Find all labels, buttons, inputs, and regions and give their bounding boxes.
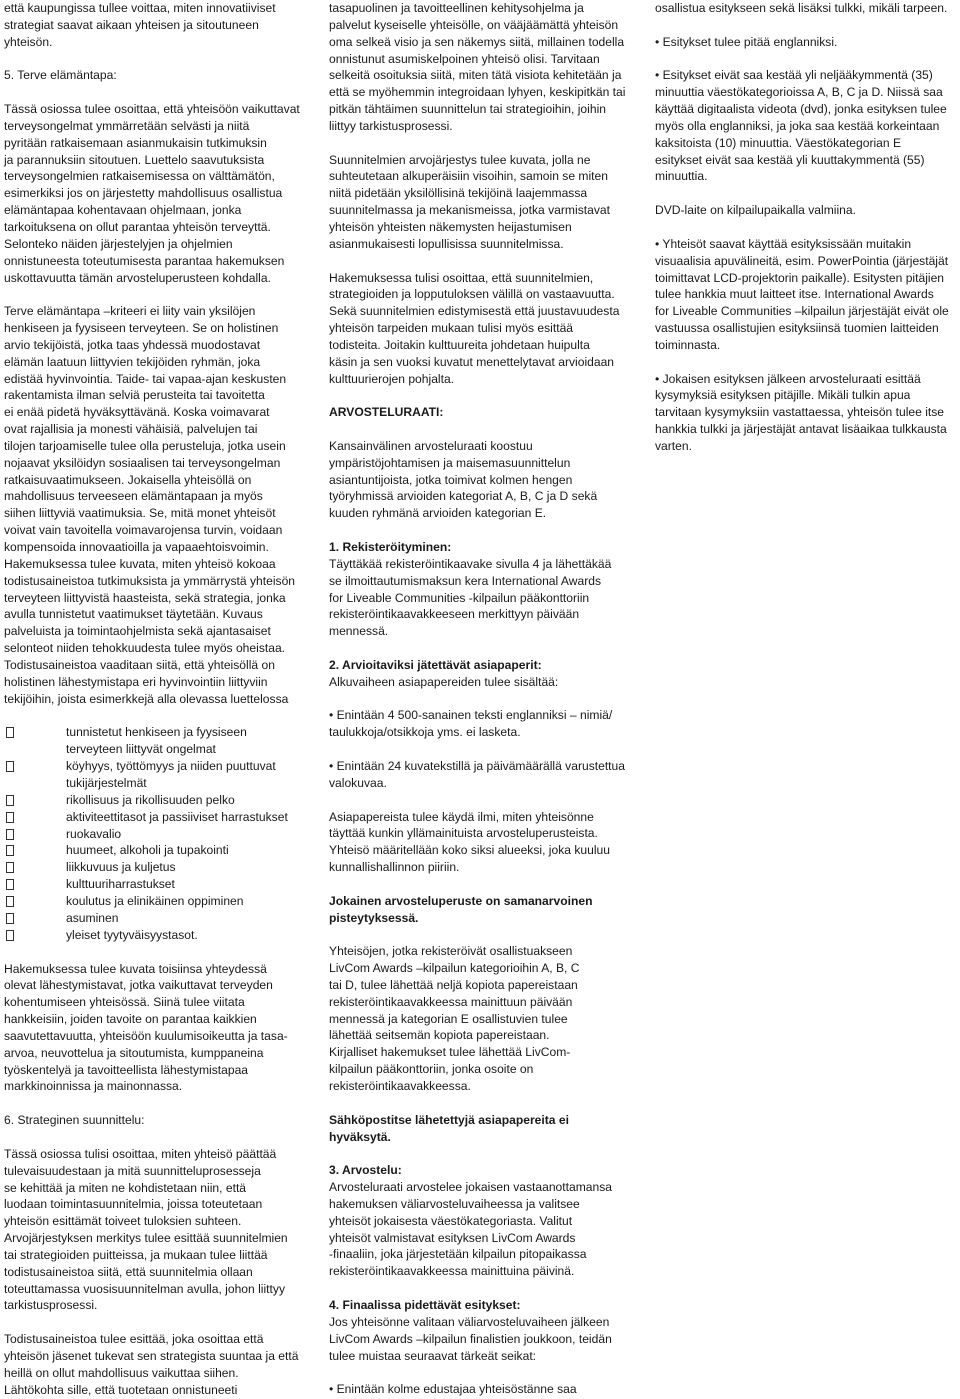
text-line: Arvojärjestyksen merkitys tulee esittää suunnitelmien [4, 1231, 288, 1246]
text-line: tasapuolinen ja tavoitteellinen kehitysohjelma ja [329, 1, 584, 15]
text-line: käsin ja sen vuoksi kuvatut menettelytavat arvioidaan [329, 354, 615, 369]
list-item-text: tukijärjestelmät [66, 775, 147, 790]
text-line: heillä on ollut mahdollisuus vaikuttaa siihen. [4, 1365, 239, 1380]
text-line: terveyteen liittyvistä haasteista, sekä strategia, jonka [4, 590, 286, 605]
text-line: yhteisön tarpeiden mukaan tulisi myös esittää [329, 321, 574, 336]
text-line: LivCom Awards –kilpailun finalistien joukkoon, teidän [329, 1331, 612, 1346]
section-6-heading: 6. Strateginen suunnittelu: [4, 1113, 145, 1128]
text-line: myös olla englanniksi, ja joka saa kestää korkeintaan [655, 118, 940, 133]
text-line: rakentamista ilman selviä perusteita tai tavoitetta [4, 388, 265, 403]
text-line: tekijöihin, joista esimerkkejä alla olevassa luettelossa [4, 691, 289, 706]
text-line: rekisteröintikaavakkeessa mainittuun päivään [329, 994, 573, 1009]
evaluation-heading: 3. Arvostelu: [329, 1163, 402, 1178]
section-6-paragraph-2 [4, 1331, 314, 1398]
text-line: terveysongelmien ratkaisemisessa on välttämätön, [4, 169, 275, 184]
text-line: työryhmissä arvioiden kategoriat A, B, C ja D sekä [329, 489, 598, 504]
text-line: kulttuurierojen pohjalta. [329, 371, 455, 386]
text-line: Suunnitelmien arvojärjestys tulee kuvata, jolla ne [329, 152, 591, 167]
list-item-text: kulttuuriharrastukset [66, 877, 175, 892]
text-line: Hakemuksessa tulisi osoittaa, että suunnitelmien, [329, 270, 594, 285]
text-line: hakemuksen väliarvosteluvaiheessa ja valitsee [329, 1196, 580, 1211]
text-line: oma selkeä visio ja sen näkemys siitä, millainen todella [329, 34, 625, 49]
documents-subheading: Alkuvaiheen asiapapereiden tulee sisältää: [329, 674, 559, 689]
text-line: Terve elämäntapa –kriteeri ei liity vain yksilöjen [4, 304, 256, 319]
text-line: toimittavat LCD-projektorin paikalle). Esitysten pitäjien [655, 270, 945, 285]
text-line: asiantuntijoista, jotka toimivat kolmen hengen [329, 472, 573, 487]
intro-paragraph [4, 0, 314, 51]
text-line: saavutettavuutta, yhteisöön kuulumisoikeutta ja tasa- [4, 1028, 288, 1043]
section-5-paragraph-1 [4, 101, 314, 286]
text-line: todistusaineistoa tutkimuksista ja ymmärrystä yhteisön [4, 573, 296, 588]
text-line: tilojen tarjoamiselle tulee olla perusteluja, jotka usein [4, 438, 286, 453]
text-line: Yhteisö määritellään koko siksi alueeksi, joka kuuluu [329, 843, 610, 858]
text-line: Selonteko näiden järjestelyjen ja ohjelmien [4, 236, 233, 251]
text-line: yhteisöt jokaisesta väestökategoriasta. Valitut [329, 1213, 573, 1228]
section-6-paragraph-1 [4, 1146, 314, 1314]
text-line: se ilmoittautumismaksun kera International Awards [329, 573, 602, 588]
text-line: tai strategioiden puitteissa, ja mukaan tulee liittää [4, 1247, 268, 1262]
text-line: ja parannuksiin sitoutuen. Luettelo saavutuksista [4, 152, 265, 167]
text-line: arvio tekijöistä, jotka taas yhdessä muodostavat [4, 337, 261, 352]
text-line: esitykset eivät saa kestää yli kuuttakymmentä (55) [655, 152, 925, 167]
text-line: todisteita. Joitakin kulttuureita johdetaan huipulta [329, 337, 590, 352]
list-item [4, 893, 314, 910]
text-line: pisteytyksessä. [329, 910, 419, 925]
text-line: Arvosteluraati arvostelee jokaisen vastaanottamansa [329, 1180, 613, 1195]
text-line: onnistuneesta toteutumisesta parantaa hakemuksen [4, 253, 285, 268]
text-line: • Enintään 4 500-sanainen teksti englanniksi – nimiä/ [329, 708, 613, 723]
text-line: varten. [655, 438, 692, 453]
text-line: luodaan toimintasuunnitelmia, joissa toteutetaan [4, 1197, 263, 1212]
presentation-bullet-2 [655, 67, 960, 185]
text-line: DVD-laite on kilpailupaikalla valmiina. [655, 203, 856, 218]
text-line: rekisteröintikaavakkeeseen merkittyyn päivään [329, 607, 580, 622]
presentation-bullet-1 [655, 34, 960, 51]
list-item-text: ruokavalio [66, 826, 122, 841]
text-line: kilpailun pääkonttoriin, jonka osoite on [329, 1062, 534, 1077]
text-line: Täyttäkää rekisteröintikaavake sivulla 4 ja lähettäkää [329, 556, 612, 571]
list-item [4, 826, 314, 843]
text-line: asianmukaisesti lopullisissa suunnitelmissa. [329, 236, 564, 251]
missing-glyph-bullet-icon [6, 727, 14, 738]
text-line: yhteisön jäsenet tukevat sen strategista suuntaa ja että [4, 1348, 299, 1363]
text-line: osallistua esitykseen sekä lisäksi tulkki, mikäli tarpeen. [655, 1, 948, 15]
registration-heading: 1. Rekisteröityminen: [329, 540, 452, 554]
text-line: Jokainen arvosteluperuste on samanarvoinen [329, 893, 593, 908]
missing-glyph-bullet-icon [6, 862, 14, 873]
text-line: strategioiden ja lopputuloksen välillä on vastaavuutta. [329, 287, 615, 302]
text-line: for Liveable Communities -kilpailun pääkonttoriin [329, 590, 590, 605]
list-item-text: aktiviteettitasot ja passiiviset harrastukset [66, 809, 288, 824]
section-5-paragraph-2 [4, 303, 314, 707]
text-line: henkiseen ja fyysiseen terveyteen. Se on holistinen [4, 321, 279, 336]
text-line: mennessä ja kategorian E osallistuvien tulee [329, 1011, 568, 1026]
text-line: niitä pidetään yksilöllisinä tekijöinä laajemmassa [329, 186, 588, 201]
text-line: olevat lähestymistavat, jotka vaikuttavat terveyden [4, 978, 273, 993]
text-line: täyttää kunkin yllämainituista arvosteluperusteista. [329, 826, 598, 841]
column-2 [329, 0, 635, 1398]
text-line: hankkia tulkki ja järjestäjät antavat lisäaikaa tulkkausta [655, 422, 947, 437]
presentation-continuation [655, 0, 960, 17]
list-item [4, 809, 314, 826]
text-line: rekisteröintikaavakkeessa mainittuina päivinä. [329, 1264, 575, 1279]
text-line: yhteisön. [4, 34, 53, 49]
categories-paragraph [329, 943, 635, 1095]
text-line: pitkän tähtäimen suunnittelun tai strategioihin, joihin [329, 102, 606, 117]
text-line: • Esitykset tulee pitää englanniksi. [655, 34, 838, 49]
text-line: -finaaliin, joka järjestetään kilpailun pitopaikassa [329, 1247, 587, 1262]
text-line: liittyy tarkistusprosessi. [329, 118, 453, 133]
list-item-text: asuminen [66, 910, 119, 925]
text-line: Yhteisöjen, jotka rekisteröivät osallistuakseen [329, 944, 573, 959]
text-line: elämän laatuun liittyvien tekijöiden ryhmän, joka [4, 354, 261, 369]
text-line: Lähtökohta sille, että tuotetaan onnistuneeti [4, 1382, 238, 1397]
text-line: ovat rajallisia ja monesti vähäisiä, palvelujen tai [4, 422, 258, 437]
text-line: kompensoida innovaatioilla ja vapaaehtoisvoimin. [4, 540, 269, 554]
text-line: että se myöhemmin integroidaan lyhyen, keskipitkän tai [329, 85, 626, 100]
list-item-text: liikkuvuus ja kuljetus [66, 860, 176, 875]
text-line: tarvitaan kysymyksiin vastattaessa, yhteisön tulee itse [655, 405, 945, 420]
list-item [4, 876, 314, 893]
text-line: suhteutetaan alkuperäisiin visoihin, samoin se miten [329, 169, 608, 184]
text-line: käyttää digitaalista videota (dvd), jonka esityksen tulee [655, 102, 947, 117]
jury-paragraph [329, 438, 635, 522]
text-line: Hakemuksessa tulee kuvata toisiinsa yhteydessä [4, 961, 267, 976]
text-line: tarkistusprosessi. [4, 1298, 98, 1313]
text-line: toteuttamassa vuosisuunnitelman avulla, johon liittyy [4, 1281, 285, 1296]
text-line: selonteot niiden tehokkuudesta tulee myös oheistaa. [4, 641, 286, 656]
text-line: minuuttia. [655, 169, 708, 184]
text-line: palveluista ja toimintaohjelmista sekä ajantasaiset [4, 624, 271, 639]
text-line: • Esitykset eivät saa kestää yli neljääkymmentä (35) [655, 68, 933, 83]
registration-body [329, 556, 635, 640]
list-item [4, 724, 314, 758]
final-section [329, 1297, 635, 1364]
factor-list [4, 724, 314, 943]
text-line: työskentelyä ja tavoitteellista lähestymistapaa [4, 1062, 249, 1077]
text-line: todistusaineistoa siitä, että suunnitelmia ollaan [4, 1264, 253, 1279]
text-line: selkeitä osoituksia siitä, miten tätä visiota kehitetään ja [329, 68, 622, 83]
text-line: lähettää seitsemän kopiota papereistaan. [329, 1028, 550, 1043]
column-1 [4, 0, 314, 1399]
list-item [4, 842, 314, 859]
missing-glyph-bullet-icon [6, 812, 14, 823]
missing-glyph-bullet-icon [6, 896, 14, 907]
email-note [329, 1112, 635, 1146]
text-line: tulevaisuudestaan ja mitä suunnitteluprosesseja [4, 1163, 261, 1178]
section-5-paragraph-3 [4, 961, 314, 1096]
text-line: • Yhteisöt saavat käyttää esityksissään muitakin [655, 236, 912, 251]
text-line: mahdollisuus terveeseen elämäntapaan ja myös [4, 489, 263, 504]
text-line: tarkoituksena on ollut parantaa yhteisön terveyttä. [4, 219, 271, 234]
text-line: hankkeisiin, joiden tavoite on parantaa kaikkien [4, 1012, 257, 1027]
presentation-bullet-4 [655, 371, 960, 455]
text-line: tai D, tulee lähettää neljä kopiota papereistaan [329, 977, 578, 992]
final-heading: 4. Finaalissa pidettävät esitykset: [329, 1297, 521, 1312]
text-line: markkinoinnissa ja mainonnassa. [4, 1079, 183, 1094]
text-line: kaksitoista (10) minuuttia. Väestökategorian E [655, 135, 902, 150]
text-line: se kehittää ja miten ne kohdistetaan niin, että [4, 1180, 247, 1195]
plans-priority-paragraph [329, 152, 635, 253]
text-line: esimerkiksi jos on järjestetty mahdollisuus osallistua [4, 186, 283, 201]
text-line: Tässä osiossa tulisi osoittaa, miten yhteisö päättää [4, 1146, 277, 1161]
text-line: holistinen lähestymistapa eri hyvinvointiin liittyviin [4, 674, 268, 689]
text-line: kunnallishallinnon piiriin. [329, 860, 460, 875]
text-line: kuuden ryhmänä arvioiden kategorian E. [329, 506, 547, 521]
text-line: hyväksytä. [329, 1129, 391, 1144]
text-line: uskottavuutta tämän arvosteluperusteen kohdalla. [4, 270, 271, 285]
missing-glyph-bullet-icon [6, 879, 14, 890]
text-line: terveysongelmat ymmärretään selvästi ja niitä [4, 118, 250, 133]
text-line: visuaalisia apuvälineitä, esim. PowerPointia (järjestäjät [655, 253, 949, 268]
text-line: avulla tunnistetut vaatimukset täytetään. Kuvaus [4, 607, 263, 622]
text-line: Jos yhteisönne valitaan väliarvosteluvaiheen jälkeen [329, 1314, 610, 1329]
list-item [4, 758, 314, 792]
text-line: strategiat saavat aikaan yhteisen ja sitoutuneen [4, 17, 259, 32]
presentation-bullet-3 [655, 236, 960, 354]
documents-heading: 2. Arvioitaviksi jätettävät asiapaperit: [329, 657, 542, 672]
text-line: palvelut kyseiselle yhteisölle, on vääjäämättä yhteisön [329, 17, 619, 32]
text-line: kysymyksiä esityksen pitäjille. Mikäli tulkin apua [655, 388, 911, 403]
registration-section [329, 539, 635, 640]
text-line: Sekä suunnitelmien edistymisestä että juustavuudesta [329, 304, 620, 319]
text-line: Todistusaineistoa vaaditaan siitä, että yhteisöllä on [4, 657, 275, 672]
text-line: tulee muistaa seuraavat tärkeät seikat: [329, 1348, 537, 1363]
text-line: Kansainvälinen arvosteluraati koostuu [329, 438, 533, 453]
text-line: Kirjalliset hakemukset tulee lähettää LivCom- [329, 1045, 571, 1060]
evaluation-section [329, 1162, 635, 1280]
text-line: edistää hyvinvointia. Taide- tai vapaa-ajan keskusten [4, 371, 287, 386]
text-line: ei enää pidetä hyväksyttävänä. Koska voimavarat [4, 405, 270, 420]
text-line: ratkaisuvaatimukseen. Jokaisella yhteisöllä on [4, 472, 252, 487]
text-line: taulukkoja/otsikkoja yms. ei lasketa. [329, 725, 521, 740]
text-line: kohentumiseen yhteisössä. Siinä tulee viitata [4, 995, 245, 1010]
list-item [4, 910, 314, 927]
text-line: toiminnasta. [655, 337, 721, 352]
text-line: minuuttia väestökategorioissa A, B, C ja D. Niissä saa [655, 85, 943, 100]
text-line: for Liveable Communities –kilpailun järjestäjät eivät ole [655, 304, 949, 319]
text-line: yhteisön yhteisten näkemysten heijastumisen [329, 219, 572, 234]
documents-section [329, 657, 635, 691]
missing-glyph-bullet-icon [6, 829, 14, 840]
text-line: Asiapapereista tulee käydä ilmi, miten yhteisönne [329, 809, 594, 824]
missing-glyph-bullet-icon [6, 761, 14, 772]
text-line: elämäntapaa kohentavaan ohjelmaan, jonka [4, 203, 242, 218]
list-item [4, 927, 314, 944]
text-line: mennessä. [329, 624, 389, 639]
list-item-text: rikollisuus ja rikollisuuden pelko [66, 792, 235, 807]
list-item-text: yleiset tyytyväisyystasot. [66, 927, 198, 942]
text-line: Tässä osiossa tulee osoittaa, että yhteisöön vaikuttavat [4, 102, 300, 117]
text-line: yhteisöt valmistavat esityksen LivCom Awards [329, 1230, 576, 1245]
column-3 [655, 0, 960, 455]
text-line: • Enintään 24 kuvatekstillä ja päivämäärällä varustettua [329, 758, 625, 773]
list-item-text: köyhyys, työttömyys ja niiden puuttuvat [66, 759, 276, 774]
text-line: siihen liittyviä vaatimuksia. Se, mitä monet yhteisöt [4, 506, 276, 521]
plans-evidence-paragraph [329, 270, 635, 388]
text-line: rekisteröintikaavakkeessa. [329, 1079, 471, 1093]
final-body [329, 1314, 635, 1365]
text-line: vastuussa osallistujien esityksiinsä tuomien laitteiden [655, 321, 939, 336]
missing-glyph-bullet-icon [6, 930, 14, 941]
text-line: voivat vain tavoitella voimavarojensa turvin, voidaan [4, 523, 283, 538]
evaluation-body [329, 1179, 635, 1280]
text-line: arvoa, neuvottelua ja sitoutumista, kumppaneina [4, 1045, 264, 1060]
text-line: suunnitelmassa ja mekanismeissa, jotka varmistavat [329, 203, 610, 218]
text-line: pyritään ratkaisemaan asianmukaisin tutkimuksin [4, 135, 267, 150]
text-line: Todistusaineistoa tulee esittää, joka osoittaa että [4, 1332, 264, 1347]
missing-glyph-bullet-icon [6, 913, 14, 924]
list-item-text: tunnistetut henkiseen ja fyysiseen [66, 725, 247, 740]
text-line: valokuvaa. [329, 775, 387, 790]
text-line: nojaavat yksilöidyn sosiaalisen tai terveysongelman [4, 455, 281, 470]
list-item-text: terveyteen liittyvät ongelmat [66, 742, 216, 757]
text-line: Hakemuksessa tulee kuvata, miten yhteisö kokoaa [4, 556, 276, 571]
text-line: • Jokaisen esityksen jälkeen arvosteluraati esittää [655, 371, 921, 386]
text-line: yhteisön esittämät toiveet tuloksien suhteen. [4, 1214, 242, 1229]
list-item [4, 792, 314, 809]
missing-glyph-bullet-icon [6, 795, 14, 806]
section-5-heading: 5. Terve elämäntapa: [4, 68, 117, 83]
text-line: tulee hankkia muut laitteet itse. International Awards [655, 287, 934, 302]
list-item-text: koulutus ja elinikäinen oppiminen [66, 894, 244, 909]
documents-bullet-2 [329, 758, 635, 792]
jury-heading: ARVOSTELURAATI: [329, 405, 444, 420]
text-line: Sähköpostitse lähetettyjä asiapapereita ei [329, 1112, 569, 1127]
text-line: että kaupungissa tullee voittaa, miten innovatiiviset [4, 1, 276, 15]
equal-weight-note [329, 893, 635, 927]
dvd-note [655, 202, 960, 219]
text-line: onnistunut asumiskelpoinen yhteisö olisi. Tarvitaan [329, 51, 600, 66]
text-line: • Enintään kolme edustajaa yhteisöstänne saa [329, 1382, 577, 1397]
documents-bullet-1 [329, 707, 635, 741]
text-line: ympäristöjohtamisen ja maisemasuunnittelun [329, 455, 571, 470]
strategy-continuation-paragraph [329, 0, 635, 135]
list-item [4, 859, 314, 876]
text-line: LivCom Awards –kilpailun kategorioihin A, B, C [329, 961, 580, 976]
documents-paragraph [329, 809, 635, 876]
final-bullet-1 [329, 1381, 635, 1398]
list-item-text: huumeet, alkoholi ja tupakointi [66, 843, 229, 858]
missing-glyph-bullet-icon [6, 845, 14, 856]
